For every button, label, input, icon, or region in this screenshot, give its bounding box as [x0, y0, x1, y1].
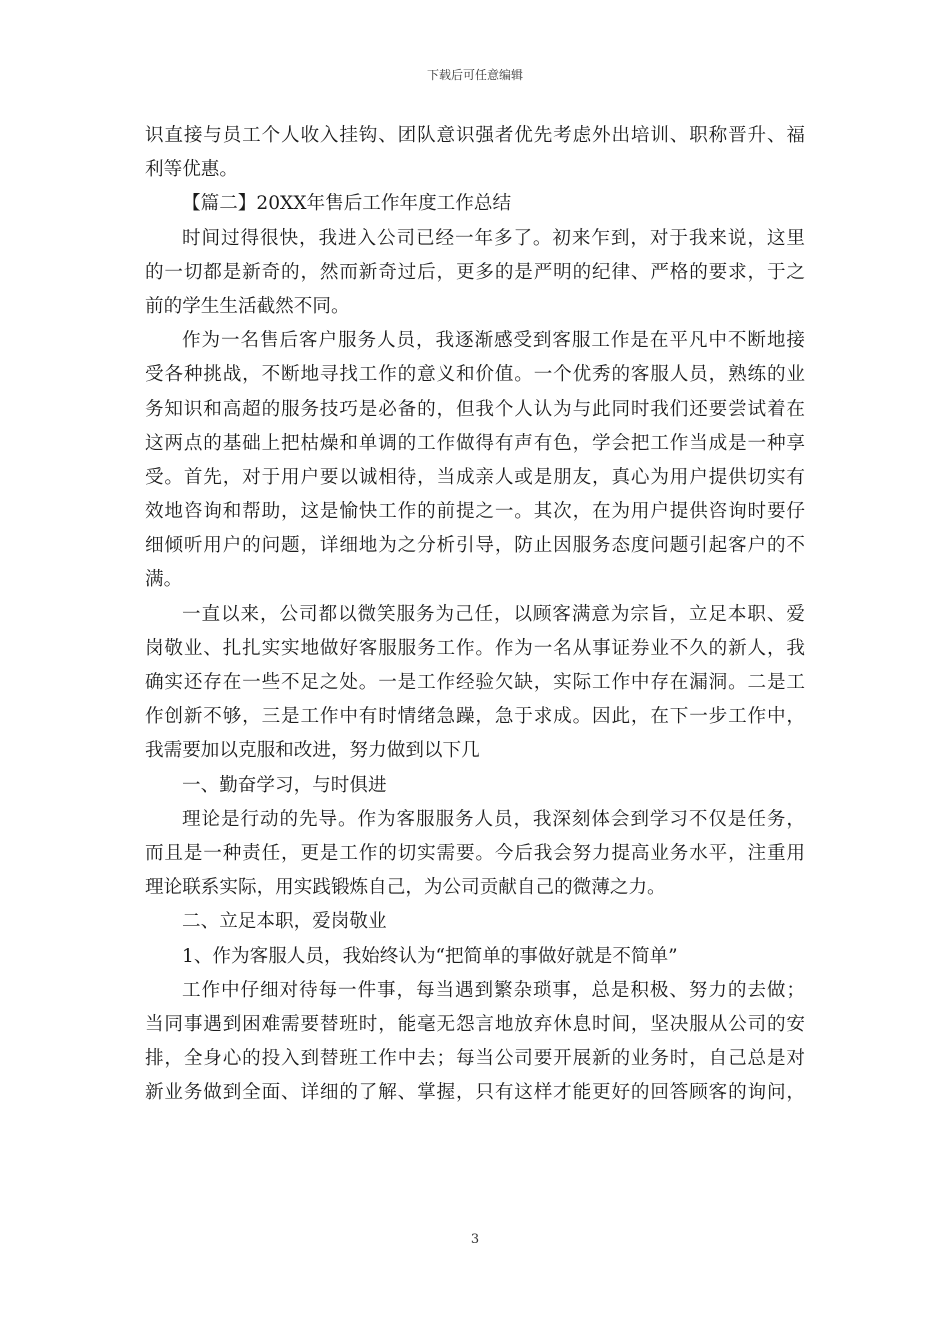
text-line: 前的学生生活截然不同。: [145, 295, 350, 317]
document-body: [145, 119, 805, 1110]
text-line: 识直接与员工个人收入挂钩、团队意识强者优先考虑外出培训、职称晋升、福: [145, 125, 805, 146]
text-line: 理论是行动的先导。作为客服服务人员，我深刻体会到学习不仅是任务，: [182, 808, 805, 830]
text-line: 我需要加以克服和改进，努力做到以下几: [145, 740, 480, 762]
text-line: 利等优惠。: [145, 159, 238, 181]
text-line: 当同事遇到困难需要替班时，能毫无怨言地放弃休息时间，坚决服从公司的安: [145, 1013, 805, 1035]
text-line: 受各种挑战，不断地寻找工作的意义和价值。一个优秀的客服人员，熟练的业: [145, 364, 805, 386]
text-line: 的一切都是新奇的，然而新奇过后，更多的是严明的纪律、严格的要求，于之: [145, 261, 805, 283]
text-line: 这两点的基础上把枯燥和单调的工作做得有声有色，学会把工作当成是一种享: [145, 432, 805, 454]
text-line: 岗敬业、扎扎实实地做好客服服务工作。作为一名从事证券业不久的新人，我: [145, 637, 805, 659]
text-line: 时间过得很快，我进入公司已经一年多了。初来乍到，对于我来说，这里: [182, 227, 805, 249]
text-line: 二、立足本职，爱岗敬业: [182, 911, 387, 933]
text-line: 排，全身心的投入到替班工作中去；每当公司要开展新的业务时，自己总是对: [145, 1048, 805, 1070]
text-line: 作为一名售后客户服务人员，我逐渐感受到客服工作是在平凡中不断地接: [182, 330, 805, 352]
text-line: 一直以来，公司都以微笑服务为己任，以顾客满意为宗旨，立足本职、爱: [182, 603, 805, 625]
text-line: 理论联系实际，用实践锻炼自己，为公司贡献自己的微薄之力。: [145, 877, 666, 899]
text-line: 新业务做到全面、详细的了解、掌握，只有这样才能更好的回答顾客的询问，: [145, 1082, 805, 1104]
text-line: 务知识和高超的服务技巧是必备的，但我个人认为与此同时我们还要尝试着在: [145, 398, 805, 420]
text-line: 受。首先，对于用户要以诚相待，当成亲人或是朋友，真心为用户提供切实有: [145, 466, 805, 488]
text-line: 确实还存在一些不足之处。一是工作经验欠缺，实际工作中存在漏洞。二是工: [145, 672, 805, 693]
page-header: 下载后可任意编辑: [426, 68, 523, 82]
text-line: 而且是一种责任，更是工作的切实需要。今后我会努力提高业务水平，注重用: [145, 842, 805, 864]
text-line: 作创新不够，三是工作中有时情绪急躁，急于求成。因此，在下一步工作中，: [145, 706, 805, 728]
text-line: 【篇二】20XX年售后工作年度工作总结: [182, 193, 512, 215]
text-line: 细倾听用户的问题，详细地为之分析引导，防止因服务态度问题引起客户的不: [145, 535, 805, 557]
text-line: 工作中仔细对待每一件事，每当遇到繁杂琐事，总是积极、努力的去做；: [182, 979, 805, 1001]
text-line: 一、勤奋学习，与时俱进: [182, 774, 387, 796]
text-line: 满。: [145, 569, 183, 591]
page-number: 3: [470, 1232, 480, 1247]
text-line: 1、作为客服人员，我始终认为“把简单的事做好就是不简单”: [182, 945, 678, 967]
text-line: 效地咨询和帮助，这是愉快工作的前提之一。其次，在为用户提供咨询时要仔: [145, 501, 805, 523]
